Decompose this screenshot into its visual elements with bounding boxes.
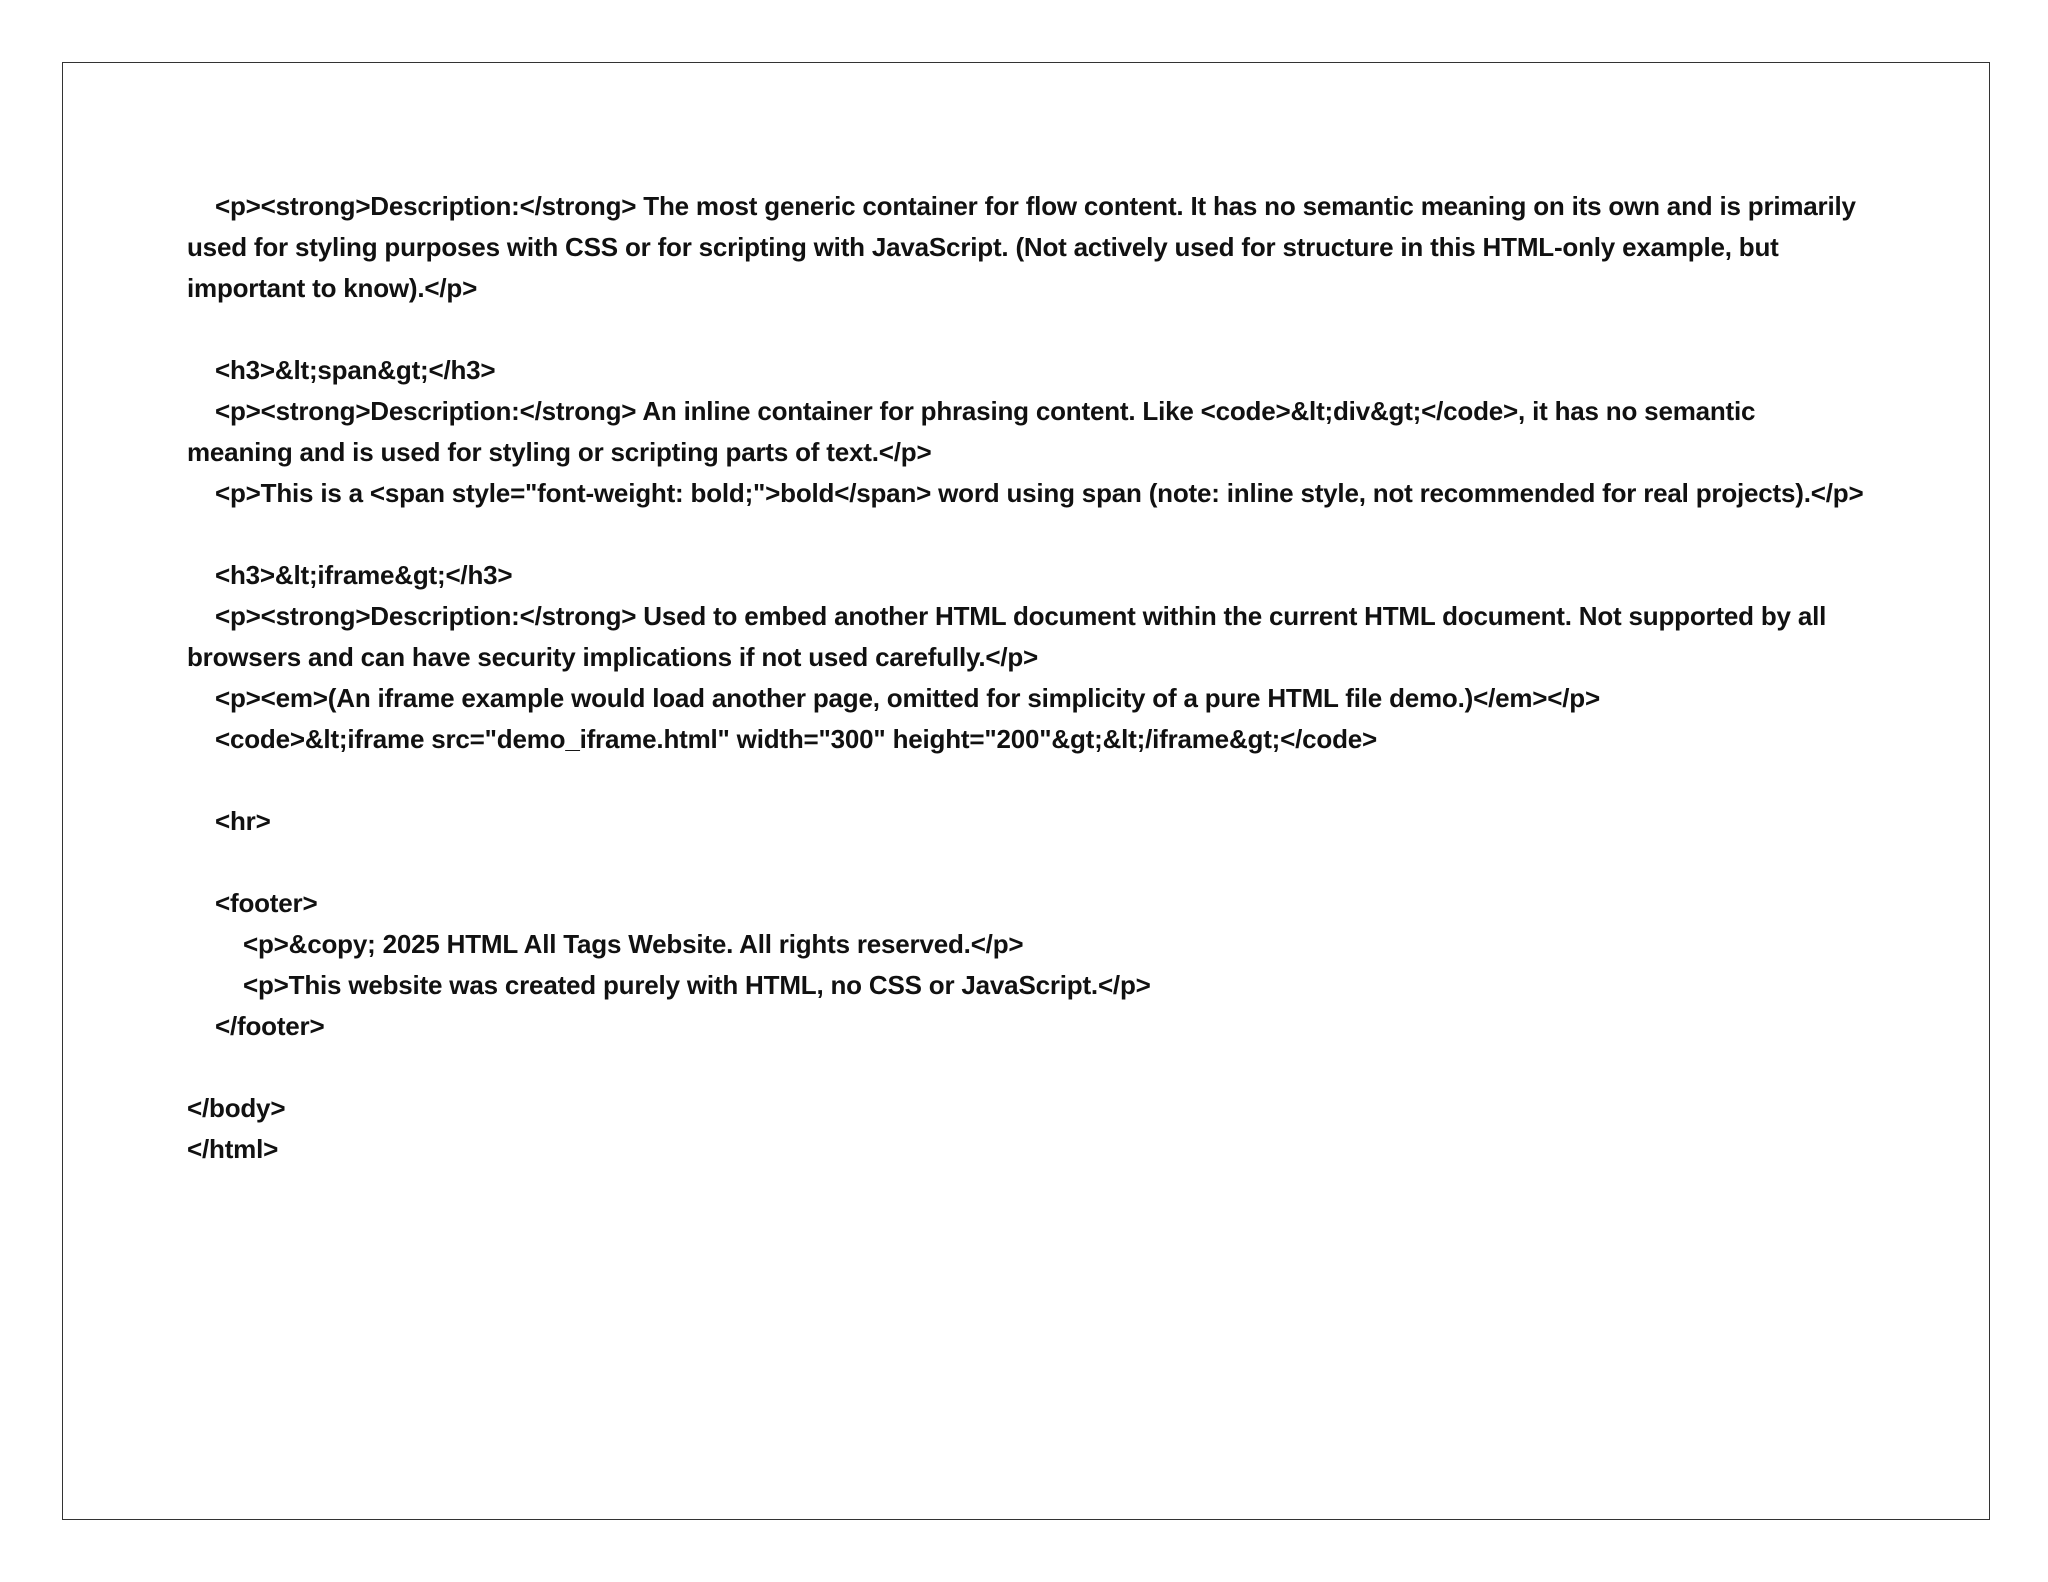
blank-line xyxy=(187,309,1867,350)
paragraph-div-description: <p><strong>Description:</strong> The most generic container for flow content. It has no semantic meaning on its own and is primarily used for styling purposes with CSS or for scripting with JavaScript. (Not actively used for structure in this HTML-only example, but important to know).</p> xyxy=(187,191,1856,303)
hr-line: <hr> xyxy=(215,806,271,836)
heading-span-line: <h3>&lt;span&gt;</h3> xyxy=(215,355,496,385)
heading-iframe-line: <h3>&lt;iframe&gt;</h3> xyxy=(215,560,513,590)
html-close-line: </html> xyxy=(187,1134,279,1164)
paragraph-span-description: <p><strong>Description:</strong> An inline container for phrasing content. Like <code>&lt;div&gt;</code>, it has no semantic meaning and is used for styling or scripting parts of text.</p> xyxy=(187,396,1756,467)
blank-line xyxy=(187,514,1867,555)
footer-copyright-line: <p>&copy; 2025 HTML All Tags Website. All rights reserved.</p> xyxy=(243,929,1024,959)
paragraph-iframe-note: <p><em>(An iframe example would load another page, omitted for simplicity of a pure HTML file demo.)</em></p> xyxy=(215,683,1600,713)
blank-line xyxy=(187,1047,1867,1088)
code-iframe-example: <code>&lt;iframe src="demo_iframe.html" width="300" height="200"&gt;&lt;/iframe&gt;</code> xyxy=(215,724,1377,754)
paragraph-iframe-description: <p><strong>Description:</strong> Used to embed another HTML document within the current HTML document. Not supported by all browsers and can have security implications if not used carefully.</p> xyxy=(187,601,1827,672)
blank-line xyxy=(187,842,1867,883)
footer-close-line: </footer> xyxy=(215,1011,325,1041)
body-close-line: </body> xyxy=(187,1093,286,1123)
footer-note-line: <p>This website was created purely with HTML, no CSS or JavaScript.</p> xyxy=(243,970,1151,1000)
document-text xyxy=(187,186,1867,1170)
paragraph-span-example: <p>This is a <span style="font-weight: bold;">bold</span> word using span (note: inline style, not recommended for real projects).</p> xyxy=(215,478,1864,508)
blank-line xyxy=(187,760,1867,801)
footer-open-line: <footer> xyxy=(215,888,318,918)
